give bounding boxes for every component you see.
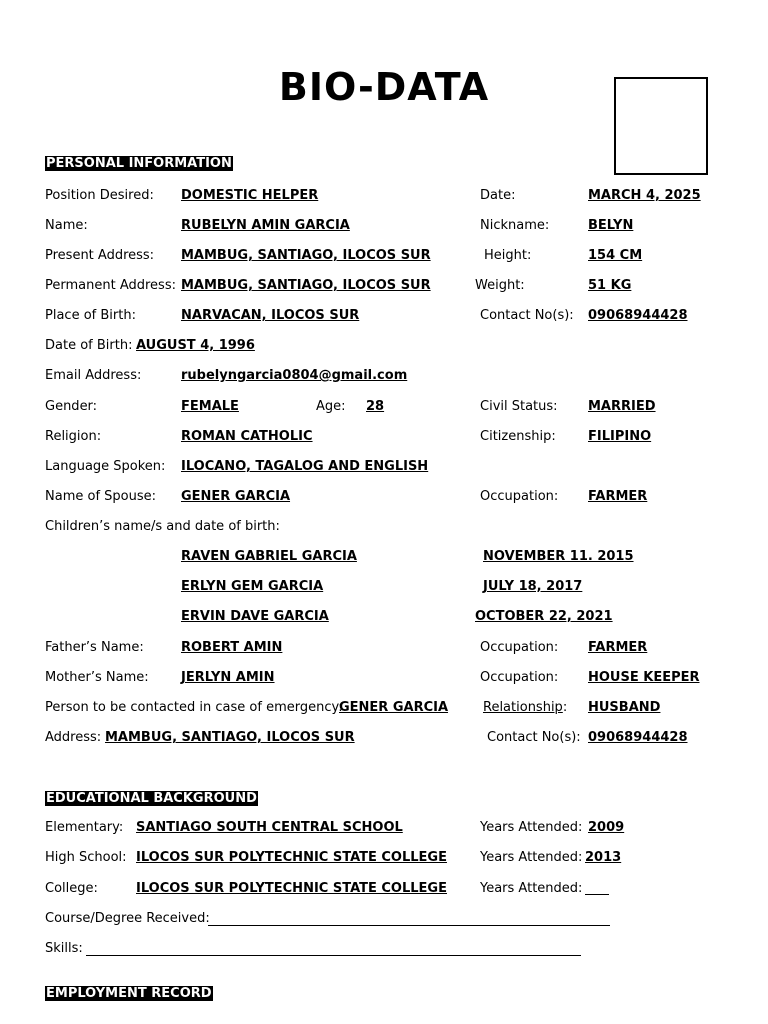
name-value: RUBELYN AMIN GARCIA bbox=[181, 218, 350, 233]
emergency-address-label: Address: bbox=[45, 730, 102, 745]
spouse-occupation-label: Occupation: bbox=[480, 489, 559, 504]
child-name: ERVIN DAVE GARCIA bbox=[181, 609, 329, 624]
relationship-colon: : bbox=[562, 700, 568, 715]
mother-occupation-value: HOUSE KEEPER bbox=[588, 670, 700, 685]
college-years-label: Years Attended: bbox=[480, 881, 583, 896]
mother-occupation-label: Occupation: bbox=[480, 670, 559, 685]
position-label: Position Desired: bbox=[45, 188, 154, 203]
relationship-label-text: Relationship bbox=[483, 700, 563, 715]
emergency-contact-value: 09068944428 bbox=[588, 730, 688, 745]
relationship-label bbox=[483, 700, 567, 716]
civil-status-label: Civil Status: bbox=[480, 399, 558, 414]
photo-box bbox=[614, 77, 708, 175]
civil-status-value: MARRIED bbox=[588, 399, 656, 414]
highschool-years-value: 2013 bbox=[585, 850, 622, 865]
child-dob: OCTOBER 22, 2021 bbox=[475, 609, 613, 624]
elementary-label: Elementary: bbox=[45, 820, 124, 835]
course-label: Course/Degree Received: bbox=[45, 911, 210, 926]
nickname-value: BELYN bbox=[588, 218, 634, 233]
course-blank bbox=[208, 913, 610, 926]
present-address-value: MAMBUG, SANTIAGO, ILOCOS SUR bbox=[181, 248, 431, 263]
father-occupation-value: FARMER bbox=[588, 640, 648, 655]
age-label: Age: bbox=[316, 399, 346, 414]
highschool-years-label: Years Attended: bbox=[480, 850, 583, 865]
college-value: ILOCOS SUR POLYTECHNIC STATE COLLEGE bbox=[136, 881, 447, 896]
skills-label: Skills: bbox=[45, 941, 83, 956]
skills-blank bbox=[86, 943, 581, 956]
permanent-address-value: MAMBUG, SANTIAGO, ILOCOS SUR bbox=[181, 278, 431, 293]
college-label: College: bbox=[45, 881, 98, 896]
father-value: ROBERT AMIN bbox=[181, 640, 283, 655]
elementary-years-value: 2009 bbox=[588, 820, 625, 835]
citizenship-label: Citizenship: bbox=[480, 429, 556, 444]
elementary-years-label: Years Attended: bbox=[480, 820, 583, 835]
section-personal-information: PERSONAL INFORMATION bbox=[46, 156, 232, 171]
mother-value: JERLYN AMIN bbox=[181, 670, 275, 685]
nickname-label: Nickname: bbox=[480, 218, 550, 233]
date-value: MARCH 4, 2025 bbox=[588, 188, 701, 203]
permanent-address-label: Permanent Address: bbox=[45, 278, 176, 293]
place-of-birth-value: NARVACAN, ILOCOS SUR bbox=[181, 308, 360, 323]
weight-label: Weight: bbox=[475, 278, 525, 293]
highschool-value: ILOCOS SUR POLYTECHNIC STATE COLLEGE bbox=[136, 850, 447, 865]
spouse-occupation-value: FARMER bbox=[588, 489, 648, 504]
father-label: Father’s Name: bbox=[45, 640, 144, 655]
child-name: ERLYN GEM GARCIA bbox=[181, 579, 324, 594]
citizenship-value: FILIPINO bbox=[588, 429, 652, 444]
emergency-label: Person to be contacted in case of emergency: bbox=[45, 700, 343, 715]
children-label: Children’s name/s and date of birth: bbox=[45, 519, 280, 534]
dob-label: Date of Birth: bbox=[45, 338, 133, 353]
email-label: Email Address: bbox=[45, 368, 142, 383]
language-value: ILOCANO, TAGALOG AND ENGLISH bbox=[181, 459, 429, 474]
highschool-label: High School: bbox=[45, 850, 127, 865]
position-value: DOMESTIC HELPER bbox=[181, 188, 319, 203]
spouse-label: Name of Spouse: bbox=[45, 489, 156, 504]
mother-label: Mother’s Name: bbox=[45, 670, 149, 685]
height-value: 154 CM bbox=[588, 248, 643, 263]
page-title: BIO-DATA bbox=[278, 65, 490, 109]
name-label: Name: bbox=[45, 218, 88, 233]
religion-label: Religion: bbox=[45, 429, 102, 444]
section-educational-background: EDUCATIONAL BACKGROUND bbox=[46, 791, 257, 806]
emergency-address-value: MAMBUG, SANTIAGO, ILOCOS SUR bbox=[105, 730, 355, 745]
religion-value: ROMAN CATHOLIC bbox=[181, 429, 313, 444]
emergency-contact-label: Contact No(s): bbox=[487, 730, 581, 745]
weight-value: 51 KG bbox=[588, 278, 632, 293]
contact-label: Contact No(s): bbox=[480, 308, 574, 323]
spouse-value: GENER GARCIA bbox=[181, 489, 291, 504]
gender-label: Gender: bbox=[45, 399, 98, 414]
email-value: rubelyngarcia0804@gmail.com bbox=[181, 368, 408, 383]
age-value: 28 bbox=[366, 399, 385, 414]
height-label: Height: bbox=[484, 248, 532, 263]
date-label: Date: bbox=[480, 188, 516, 203]
present-address-label: Present Address: bbox=[45, 248, 155, 263]
dob-value: AUGUST 4, 1996 bbox=[136, 338, 255, 353]
father-occupation-label: Occupation: bbox=[480, 640, 559, 655]
child-dob: NOVEMBER 11. 2015 bbox=[483, 549, 634, 564]
emergency-value: GENER GARCIA bbox=[339, 700, 449, 715]
language-label: Language Spoken: bbox=[45, 459, 166, 474]
section-employment-record: EMPLOYMENT RECORD bbox=[46, 986, 212, 1001]
child-name: RAVEN GABRIEL GARCIA bbox=[181, 549, 357, 564]
elementary-value: SANTIAGO SOUTH CENTRAL SCHOOL bbox=[136, 820, 403, 835]
contact-value: 09068944428 bbox=[588, 308, 688, 323]
college-years-blank bbox=[585, 882, 609, 895]
relationship-value: HUSBAND bbox=[588, 700, 661, 715]
child-dob: JULY 18, 2017 bbox=[483, 579, 583, 594]
place-of-birth-label: Place of Birth: bbox=[45, 308, 136, 323]
gender-value: FEMALE bbox=[181, 399, 239, 414]
